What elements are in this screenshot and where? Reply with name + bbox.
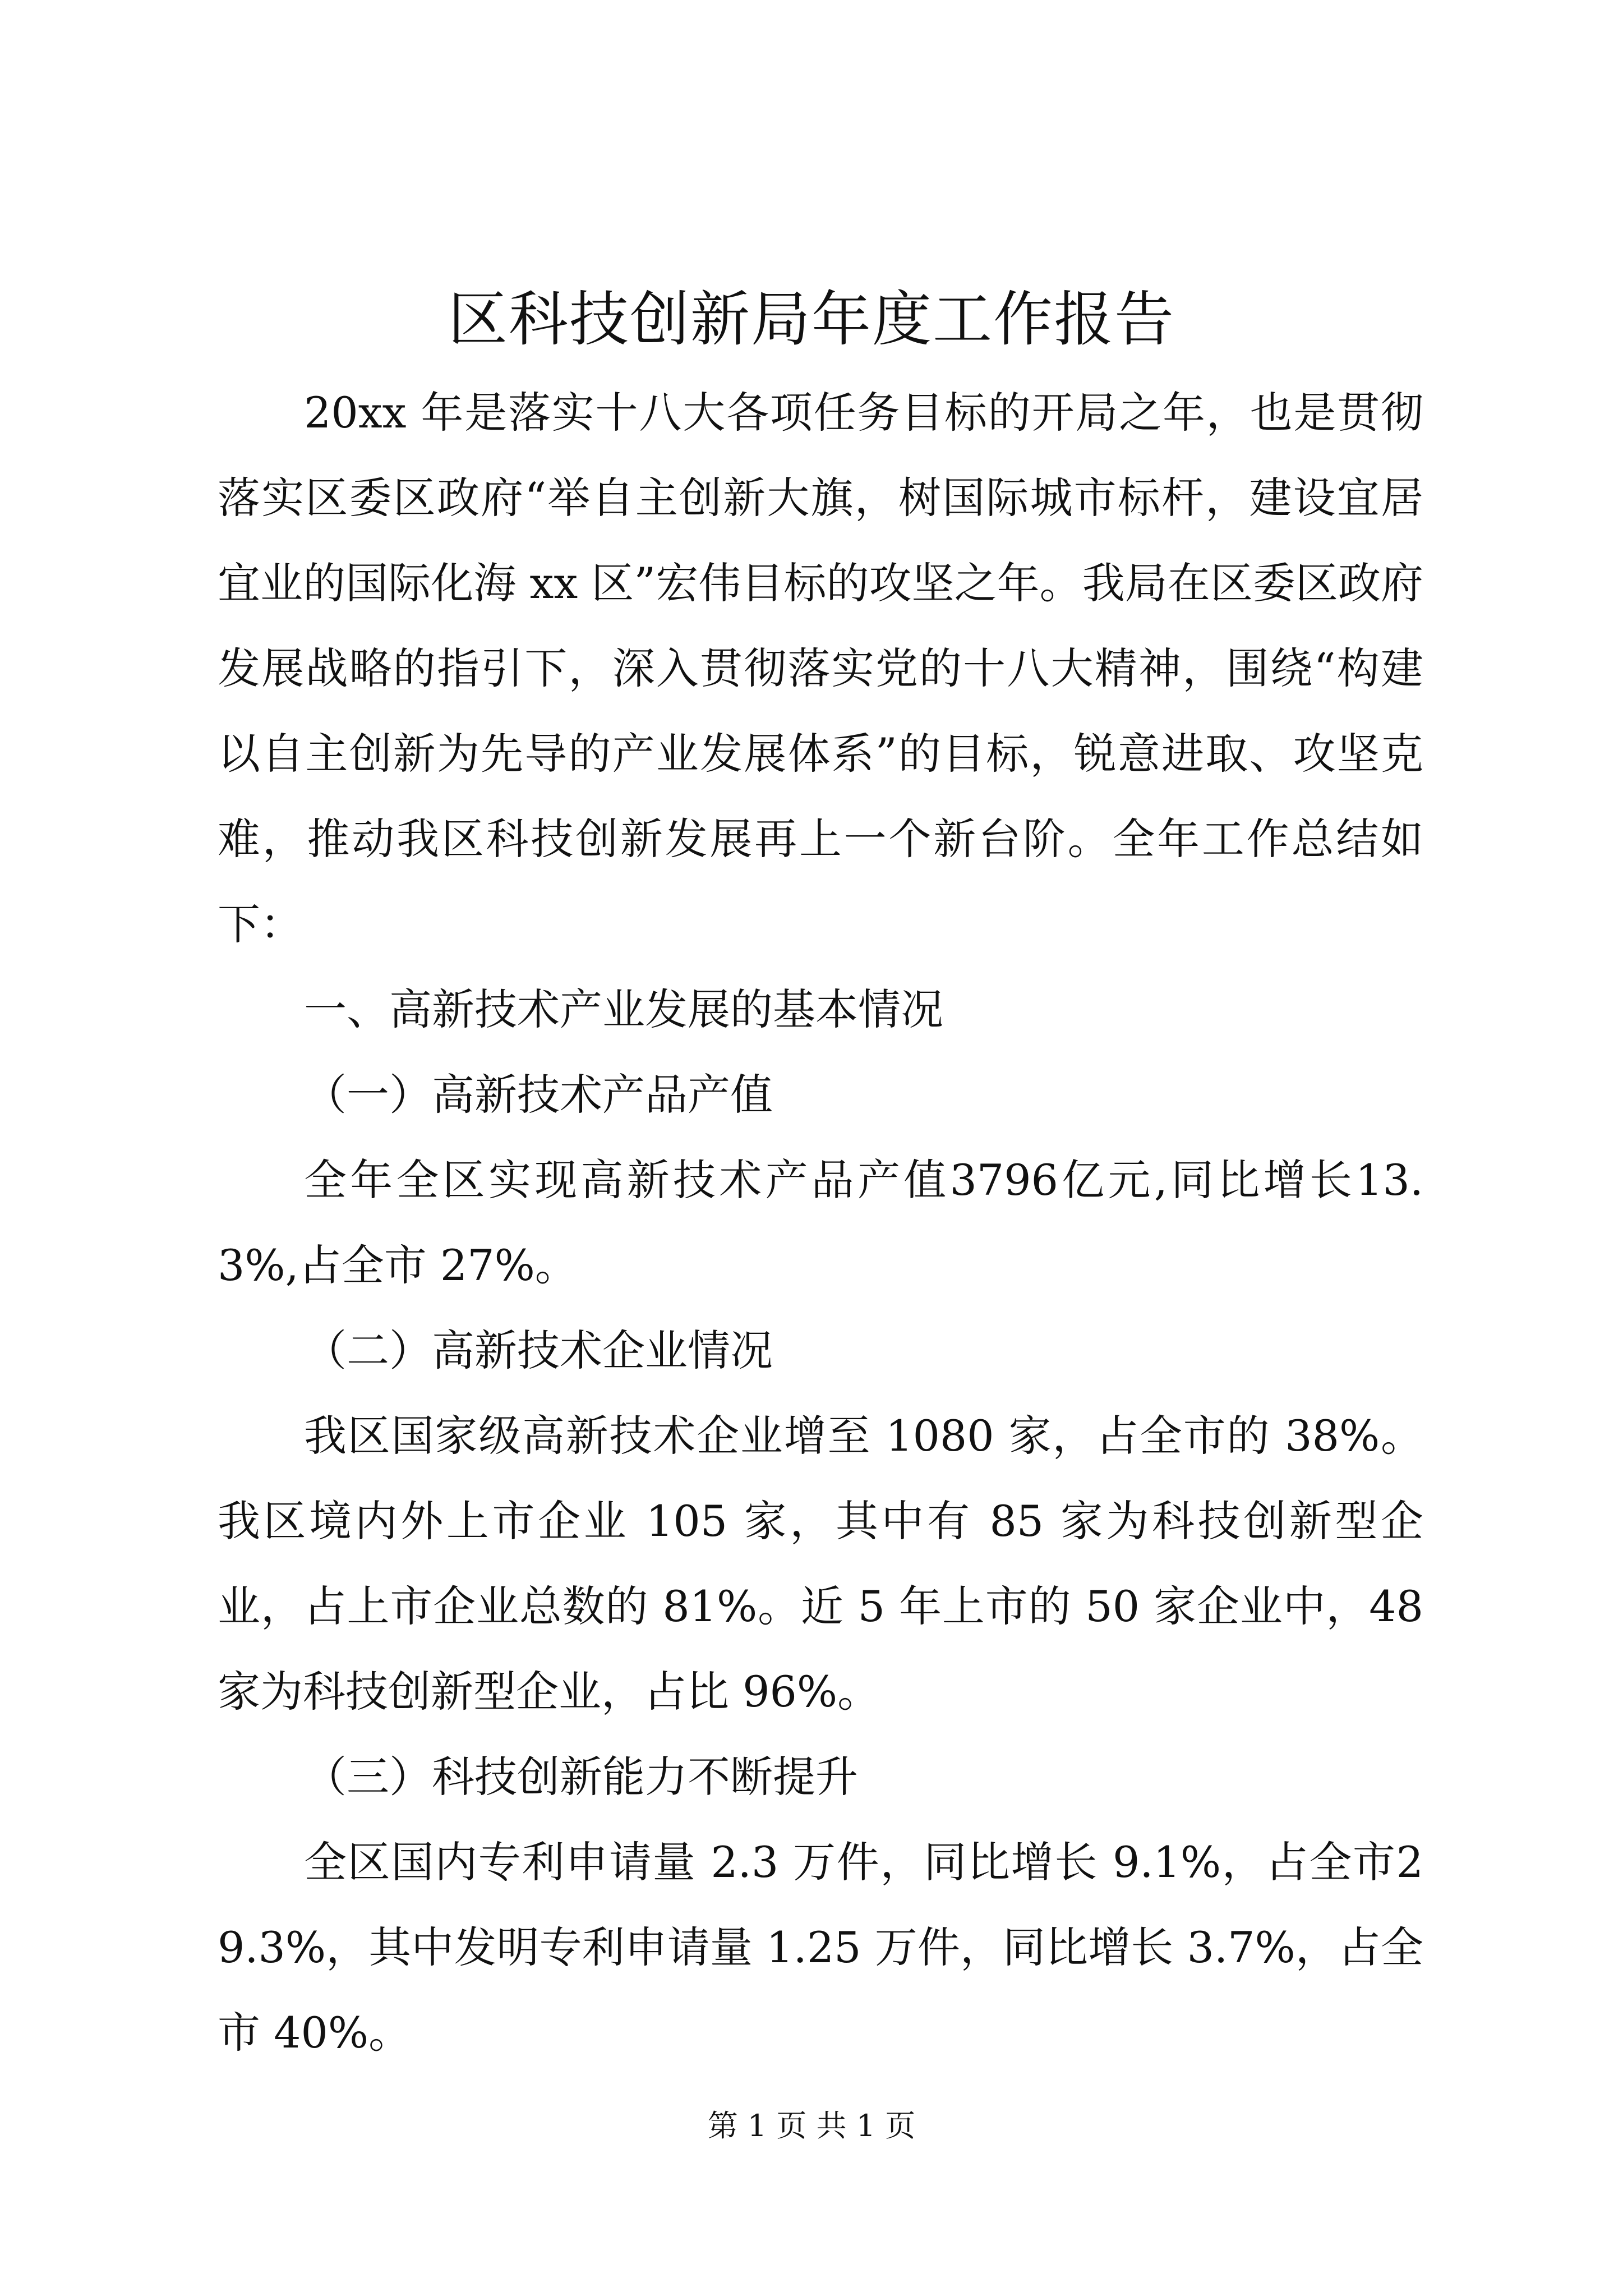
subsection-paragraph-2: 我区国家级高新技术企业增至 1080 家，占全市的 38%。我区境内外上市企业 105 家，其中有 85 家为科技创新型企业，占上市企业总数的 81%。近 5 年上市的 50 家企业中，48 家为科技创新型企业，占比 96%。 bbox=[218, 1411, 1423, 1717]
section-heading-1: 一、高新技术产业发展的基本情况 bbox=[304, 984, 943, 1034]
subsection-heading-1: （一）高新技术产品产值 bbox=[304, 1070, 773, 1120]
document-title: 区科技创新局年度工作报告 bbox=[448, 285, 1175, 354]
intro-paragraph: 20xx 年是落实十八大各项任务目标的开局之年，也是贯彻落实区委区政府“举自主创新大旗，树国际城市标杆，建设宜居宜业的国际化海 xx 区”宏伟目标的攻坚之年。我局在区委区政府发展战略的指引下，深入贯彻落实党的十八大精神，围绕“构建以自主创新为先导的产业发展体系”的目标，锐意进取、攻坚克难，推动我区科技创新发展再上一个新台阶。全年工作总结如下： bbox=[218, 388, 1423, 949]
subsection-paragraph-3: 全区国内专利申请量 2.3 万件，同比增长 9.1%，占全市29.3%，其中发明专利申请量 1.25 万件，同比增长 3.7%，占全市 40%。 bbox=[218, 1837, 1423, 2058]
document-body bbox=[218, 370, 1423, 2076]
page-footer: 第 1 页 共 1 页 bbox=[707, 2108, 916, 2143]
subsection-heading-3: （三）科技创新能力不断提升 bbox=[304, 1752, 858, 1802]
subsection-heading-2: （二）高新技术企业情况 bbox=[304, 1326, 773, 1375]
subsection-paragraph-1: 全年全区实现高新技术产品产值3796亿元,同比增长13.3%,占全市 27%。 bbox=[218, 1155, 1423, 1290]
